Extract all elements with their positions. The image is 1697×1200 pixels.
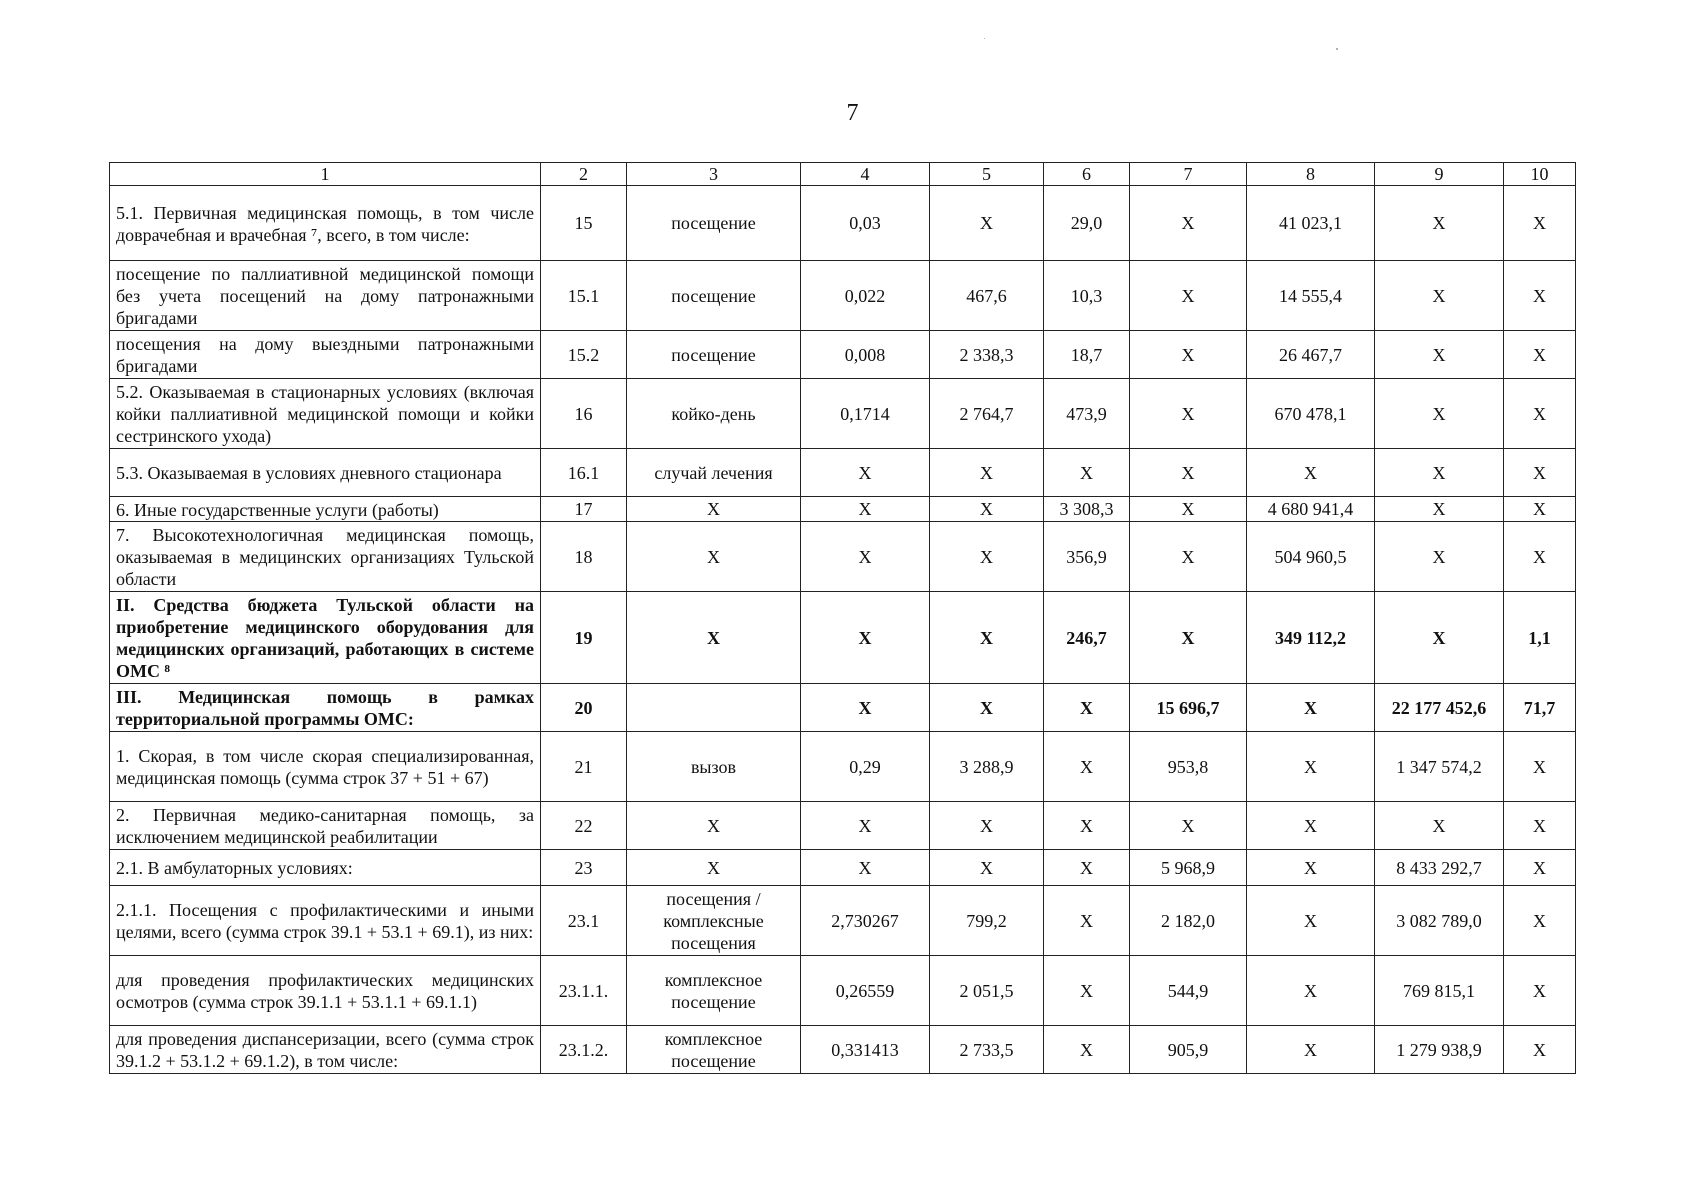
table-cell: Х [1044, 1026, 1130, 1074]
table-cell: 246,7 [1044, 592, 1130, 684]
table-cell: 15 696,7 [1130, 684, 1247, 732]
row-description: посещение по паллиативной медицинской помощи без учета посещений на дому патронажными бригадами [110, 261, 541, 331]
table-cell: 5 968,9 [1130, 850, 1247, 886]
table-cell: 22 177 452,6 [1375, 684, 1504, 732]
table-cell: Х [1130, 802, 1247, 850]
table-cell: Х [1504, 956, 1576, 1026]
table-cell: Х [1130, 592, 1247, 684]
table-cell: 799,2 [930, 886, 1044, 956]
table-cell: 41 023,1 [1247, 186, 1375, 261]
table-cell: Х [1247, 1026, 1375, 1074]
row-description: 5.2. Оказываемая в стационарных условиях (включая койки паллиативной медицинской помощи и койки сестринского ухода) [110, 379, 541, 449]
table-cell: койко-день [627, 379, 801, 449]
row-description: 5.1. Первичная медицинская помощь, в том числе доврачебная и врачебная ⁷, всего, в том числе: [110, 186, 541, 261]
column-header: 1 [110, 163, 541, 186]
table-cell: Х [1130, 497, 1247, 522]
table-cell: Х [801, 497, 930, 522]
table-cell: Х [1375, 449, 1504, 497]
table-cell: Х [1375, 261, 1504, 331]
table-cell: Х [1375, 522, 1504, 592]
table-cell: Х [627, 592, 801, 684]
table-cell: 1,1 [1504, 592, 1576, 684]
table-cell: вызов [627, 732, 801, 802]
scan-speck [984, 38, 985, 39]
table-cell: 17 [541, 497, 627, 522]
table-cell: Х [801, 802, 930, 850]
table-row [110, 497, 1576, 522]
table-cell: 3 082 789,0 [1375, 886, 1504, 956]
row-description: 5.3. Оказываемая в условиях дневного стационара [110, 449, 541, 497]
table-cell: 769 815,1 [1375, 956, 1504, 1026]
column-header: 4 [801, 163, 930, 186]
table-row [110, 186, 1576, 261]
row-description: III. Медицинская помощь в рамках территориальной программы ОМС: [110, 684, 541, 732]
table-row [110, 261, 1576, 331]
column-header: 5 [930, 163, 1044, 186]
column-header: 9 [1375, 163, 1504, 186]
table-row [110, 886, 1576, 956]
table-cell: Х [1130, 449, 1247, 497]
table-row [110, 732, 1576, 802]
column-header: 8 [1247, 163, 1375, 186]
table-cell: 544,9 [1130, 956, 1247, 1026]
table-cell: 15.2 [541, 331, 627, 379]
table-cell: Х [1247, 684, 1375, 732]
table-cell: 22 [541, 802, 627, 850]
table-cell: 18,7 [1044, 331, 1130, 379]
table-cell: Х [1044, 449, 1130, 497]
table-row [110, 592, 1576, 684]
table-cell: 0,022 [801, 261, 930, 331]
table-row [110, 1026, 1576, 1074]
header-row [110, 163, 1576, 186]
table-cell: Х [1044, 684, 1130, 732]
row-description: для проведения профилактических медицинских осмотров (сумма строк 39.1.1 + 53.1.1 + 69.1.1) [110, 956, 541, 1026]
table-row [110, 850, 1576, 886]
row-description: II. Средства бюджета Тульской области на приобретение медицинского оборудования для медицинских организаций, работающих в системе ОМС ⁸ [110, 592, 541, 684]
table-cell: Х [1504, 186, 1576, 261]
scan-speck [1336, 48, 1338, 50]
table-cell: 905,9 [1130, 1026, 1247, 1074]
table-cell [627, 684, 801, 732]
table-cell: посещение [627, 261, 801, 331]
table-cell: 3 288,9 [930, 732, 1044, 802]
table-row [110, 449, 1576, 497]
table-cell: Х [1130, 522, 1247, 592]
table-cell: Х [930, 592, 1044, 684]
table-cell: 15 [541, 186, 627, 261]
table-cell: Х [1044, 850, 1130, 886]
table-cell: Х [1504, 886, 1576, 956]
table-cell: Х [627, 497, 801, 522]
table-cell: Х [1130, 331, 1247, 379]
table-cell: Х [1504, 449, 1576, 497]
table-cell: Х [1247, 802, 1375, 850]
table-cell: Х [801, 684, 930, 732]
table-cell: Х [1130, 379, 1247, 449]
table-cell: Х [801, 522, 930, 592]
table-cell: 2 338,3 [930, 331, 1044, 379]
column-header: 7 [1130, 163, 1247, 186]
table-cell: 18 [541, 522, 627, 592]
table-cell: 3 308,3 [1044, 497, 1130, 522]
table-cell: случай лечения [627, 449, 801, 497]
table-cell: Х [1130, 186, 1247, 261]
table-cell: 20 [541, 684, 627, 732]
table-cell: 0,26559 [801, 956, 930, 1026]
table-cell: 349 112,2 [1247, 592, 1375, 684]
table-cell: Х [1504, 379, 1576, 449]
table-cell: 16 [541, 379, 627, 449]
table-cell: 10,3 [1044, 261, 1130, 331]
table-cell: Х [1504, 732, 1576, 802]
table-cell: 504 960,5 [1247, 522, 1375, 592]
table-cell: 0,331413 [801, 1026, 930, 1074]
table-cell: Х [1247, 850, 1375, 886]
table-cell: 29,0 [1044, 186, 1130, 261]
table-cell: посещения / комплексные посещения [627, 886, 801, 956]
table-cell: 670 478,1 [1247, 379, 1375, 449]
table-cell: 467,6 [930, 261, 1044, 331]
column-header: 3 [627, 163, 801, 186]
data-table [109, 162, 1576, 1074]
table-cell: 356,9 [1044, 522, 1130, 592]
table-cell: посещение [627, 186, 801, 261]
table-row [110, 331, 1576, 379]
row-description: 2.1. В амбулаторных условиях: [110, 850, 541, 886]
table-cell: Х [801, 592, 930, 684]
table-cell: Х [801, 850, 930, 886]
table-cell: 4 680 941,4 [1247, 497, 1375, 522]
table-cell: Х [1504, 261, 1576, 331]
table-cell: Х [930, 684, 1044, 732]
table-cell: Х [930, 522, 1044, 592]
table-cell: 0,03 [801, 186, 930, 261]
table-cell: 21 [541, 732, 627, 802]
table-cell: посещение [627, 331, 801, 379]
table-cell: Х [1504, 331, 1576, 379]
table-row [110, 379, 1576, 449]
table-cell: Х [1044, 802, 1130, 850]
table-cell: Х [1375, 802, 1504, 850]
table-cell: Х [1375, 379, 1504, 449]
table-cell: Х [930, 802, 1044, 850]
row-description: для проведения диспансеризации, всего (сумма строк 39.1.2 + 53.1.2 + 69.1.2), в том числе: [110, 1026, 541, 1074]
table-cell: Х [1375, 186, 1504, 261]
table-cell: 26 467,7 [1247, 331, 1375, 379]
table-cell: 2 051,5 [930, 956, 1044, 1026]
table-cell: 2 764,7 [930, 379, 1044, 449]
column-header: 2 [541, 163, 627, 186]
table-cell: 15.1 [541, 261, 627, 331]
table-cell: Х [1504, 1026, 1576, 1074]
table-cell: Х [930, 186, 1044, 261]
table-cell: Х [1504, 850, 1576, 886]
table-cell: Х [627, 802, 801, 850]
row-description: 2. Первичная медико-санитарная помощь, за исключением медицинской реабилитации [110, 802, 541, 850]
table-cell: Х [1375, 592, 1504, 684]
table-cell: Х [1044, 956, 1130, 1026]
table-cell: 19 [541, 592, 627, 684]
table-cell: 0,29 [801, 732, 930, 802]
table-cell: Х [801, 449, 930, 497]
table-cell: 2,730267 [801, 886, 930, 956]
table-cell: 16.1 [541, 449, 627, 497]
table-cell: 23.1.2. [541, 1026, 627, 1074]
table-cell: 71,7 [1504, 684, 1576, 732]
table-cell: 2 182,0 [1130, 886, 1247, 956]
table-cell: Х [1247, 732, 1375, 802]
table-cell: 1 347 574,2 [1375, 732, 1504, 802]
row-description: 2.1.1. Посещения с профилактическими и иными целями, всего (сумма строк 39.1 + 53.1 + 69.1), из них: [110, 886, 541, 956]
table-cell: Х [1247, 449, 1375, 497]
row-description: 6. Иные государственные услуги (работы) [110, 497, 541, 522]
table-row [110, 802, 1576, 850]
table-cell: Х [1504, 522, 1576, 592]
table-cell: 23 [541, 850, 627, 886]
table-row [110, 522, 1576, 592]
table-cell: Х [1247, 956, 1375, 1026]
table-cell: 14 555,4 [1247, 261, 1375, 331]
table-cell: 23.1.1. [541, 956, 627, 1026]
table-cell: 473,9 [1044, 379, 1130, 449]
table-cell: 0,1714 [801, 379, 930, 449]
column-header: 10 [1504, 163, 1576, 186]
table-cell: комплексное посещение [627, 1026, 801, 1074]
table-cell: комплексное посещение [627, 956, 801, 1026]
table-cell: Х [1375, 497, 1504, 522]
column-header: 6 [1044, 163, 1130, 186]
table-cell: Х [930, 850, 1044, 886]
table-cell: Х [1044, 732, 1130, 802]
table-cell: Х [627, 522, 801, 592]
table-cell: 23.1 [541, 886, 627, 956]
row-description: посещения на дому выездными патронажными бригадами [110, 331, 541, 379]
page-number: 7 [846, 100, 859, 126]
table-cell: Х [1375, 331, 1504, 379]
table-cell: Х [627, 850, 801, 886]
table-cell: Х [1044, 886, 1130, 956]
table-row [110, 956, 1576, 1026]
row-description: 7. Высокотехнологичная медицинская помощь, оказываемая в медицинских организациях Тульской области [110, 522, 541, 592]
table-cell: Х [1504, 497, 1576, 522]
table-cell: Х [1247, 886, 1375, 956]
table-row [110, 684, 1576, 732]
table-cell: 8 433 292,7 [1375, 850, 1504, 886]
table-cell: Х [1504, 802, 1576, 850]
table-cell: Х [930, 497, 1044, 522]
table-cell: 2 733,5 [930, 1026, 1044, 1074]
table-cell: 953,8 [1130, 732, 1247, 802]
table-cell: Х [930, 449, 1044, 497]
row-description: 1. Скорая, в том числе скорая специализированная, медицинская помощь (сумма строк 37 + 51 + 67) [110, 732, 541, 802]
table-cell: 0,008 [801, 331, 930, 379]
table-cell: Х [1130, 261, 1247, 331]
table-cell: 1 279 938,9 [1375, 1026, 1504, 1074]
